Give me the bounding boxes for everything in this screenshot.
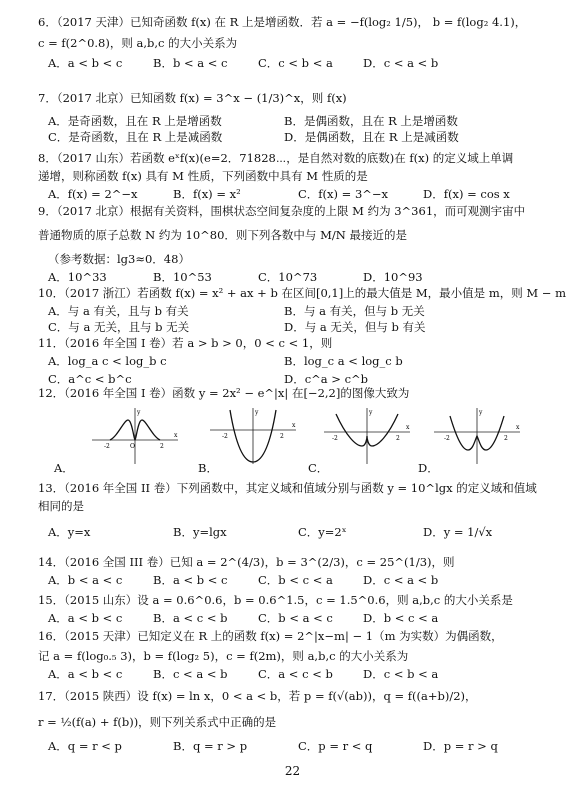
svg-text:2: 2 [504,435,508,442]
question-13-options [38,524,558,540]
option-c[interactable]: C．c < b < a [258,56,333,70]
question-13-stem: 13．（2016 年全国 II 卷）下列函数中，其定义域和值域分别与函数 y = 10^lgx 的定义域和值域 [38,481,537,495]
question-17-options [38,738,558,754]
svg-text:2: 2 [396,435,400,442]
question-9-reference: （参考数据：lg3≈0．48） [48,252,190,266]
option-c[interactable]: C．与 a 无关，且与 b 无关 [48,320,190,334]
option-a[interactable]: A．a < b < c [48,56,123,70]
question-14 [38,554,558,588]
option-d[interactable]: D．10^93 [363,270,423,284]
svg-text:y: y [479,409,483,416]
option-b[interactable]: B．log_c a < log_c b [284,354,403,368]
question-9-options [38,269,558,285]
question-10-options-row2 [38,319,558,335]
graph-a [90,406,180,466]
option-b[interactable]: B．y=lgx [173,525,227,539]
question-8-options [38,186,558,202]
question-9-stem: 9．（2017 北京）根据有关资料，围棋状态空间复杂度的上限 M 约为 3^361，而可观测宇宙中 [38,204,526,218]
option-c[interactable]: C．是奇函数，且在 R 上是减函数 [48,130,223,144]
svg-text:y: y [369,409,373,416]
svg-text:x: x [174,432,178,439]
question-12 [38,385,558,401]
option-b[interactable]: B．10^53 [153,270,212,284]
option-a[interactable]: A．10^33 [48,270,107,284]
option-d[interactable]: D．c^a > c^b [284,372,369,386]
svg-text:x: x [406,424,410,431]
svg-text:2: 2 [160,443,164,450]
option-d[interactable]: D．与 a 无关，但与 b 有关 [284,320,426,334]
option-c[interactable]: C．f(x) = 3^−x [298,187,389,201]
option-c[interactable]: C．10^73 [258,270,318,284]
option-a[interactable]: A．y=x [48,525,91,539]
option-c[interactable]: C．b < c < a [258,573,333,587]
option-b[interactable]: B． [198,461,218,475]
option-b[interactable]: B．与 a 有关，但与 b 无关 [284,304,425,318]
option-b[interactable]: B．b < a < c [153,56,228,70]
option-a[interactable]: A．log_a c < log_b c [48,354,167,368]
option-b[interactable]: B．q = r > p [173,739,248,753]
question-17-stem-2: r = ½(f(a) + f(b))，则下列关系式中正确的是 [38,715,277,729]
question-8-stem: 8．（2017 山东）若函数 eˣf(x)(e=2．71828⋯，是自然对数的底数)在 f(x) 的定义域上单调 [38,151,514,165]
option-a[interactable]: A．是奇函数，且在 R 上是增函数 [48,114,222,128]
graph-c [322,406,412,466]
svg-text:-2: -2 [104,443,110,450]
question-8 [38,150,558,202]
option-b[interactable]: B．a < b < c [153,573,228,587]
question-16-stem-2: 记 a = f(log₀.₅ 3)，b = f(log₂ 5)，c = f(2m)，则 a,b,c 的大小关系为 [38,649,409,663]
question-13-stem-2: 相同的是 [38,499,84,513]
option-b[interactable]: B．f(x) = x² [173,187,241,201]
svg-text:O: O [130,443,135,450]
option-a[interactable]: A．a < b < c [48,611,123,625]
option-d[interactable]: D．b < c < a [363,611,439,625]
option-b[interactable]: B．a < c < b [153,611,228,625]
option-a[interactable]: A．q = r < p [48,739,122,753]
question-14-stem: 14．（2016 全国 III 卷）已知 a = 2^(4/3)，b = 3^(2/3)，c = 25^(1/3)，则 [38,555,455,569]
question-7-stem: 7．（2017 北京）已知函数 f(x) = 3^x − (1/3)^x，则 f(x) [38,91,347,105]
question-11-stem: 11．（2016 年全国 I 卷）若 a > b > 0，0 < c < 1，则 [38,336,333,350]
option-a[interactable]: A． [54,461,74,475]
svg-text:y: y [137,409,141,416]
question-9-stem-2: 普通物质的原子总数 N 约为 10^80．则下列各数中与 M/N 最接近的是 [38,228,407,242]
question-10 [38,285,567,335]
question-16 [38,628,558,682]
question-12-graphs [54,406,560,475]
question-10-options-row1 [38,303,558,319]
option-d[interactable]: D．是偶函数，且在 R 上是减函数 [284,130,459,144]
option-d[interactable]: D．p = r > q [423,739,498,753]
question-15-options [38,610,558,626]
option-a[interactable]: A．b < a < c [48,573,123,587]
option-d[interactable]: D．c < b < a [363,667,439,681]
option-c[interactable]: C．a < c < b [258,667,333,681]
question-11 [38,335,558,387]
option-c[interactable]: C．y=2ˣ [298,525,347,539]
question-7-options-row2 [38,129,558,145]
option-a[interactable]: A．a < b < c [48,667,123,681]
option-c[interactable]: C． [308,461,329,475]
question-6-stem: 6．（2017 天津）已知奇函数 f(x) 在 R 上是增函数．若 a = −f(log₂ 1/5)， b = f(log₂ 4.1)， [38,15,527,29]
question-6 [38,14,558,71]
question-17 [38,688,558,754]
option-d[interactable]: D．y = 1/√x [423,525,493,539]
option-c[interactable]: C．a^c < b^c [48,372,132,386]
option-d[interactable]: D．f(x) = cos x [423,187,510,201]
question-16-stem: 16．（2015 天津）已知定义在 R 上的函数 f(x) = 2^|x−m| − 1（m 为实数）为偶函数， [38,629,503,643]
question-17-stem: 17．（2015 陕西）设 f(x) = ln x，0 < a < b，若 p = f(√(ab))，q = f((a+b)/2)， [38,689,477,703]
question-12-stem: 12．（2016 年全国 I 卷）函数 y = 2x² − e^|x| 在[−2,2]的图像大致为 [38,386,410,400]
option-a[interactable]: A．与 a 有关，且与 b 有关 [48,304,189,318]
option-b[interactable]: B．c < a < b [153,667,228,681]
option-d[interactable]: D．c < a < b [363,573,439,587]
page-number: 22 [284,764,301,778]
svg-text:y: y [255,409,259,416]
option-c[interactable]: C．p = r < q [298,739,373,753]
svg-text:-2: -2 [444,435,450,442]
question-10-stem: 10．（2017 浙江）若函数 f(x) = x² + ax + b 在区间[0,1]上的最大值是 M，最小值是 m，则 M − m [38,286,567,300]
svg-text:2: 2 [280,433,284,440]
option-a[interactable]: A．f(x) = 2^−x [48,187,138,201]
question-14-options [38,572,558,588]
question-7 [38,90,558,145]
svg-text:x: x [292,422,296,429]
option-d[interactable]: D．c < a < b [363,56,439,70]
question-13 [38,480,558,540]
svg-text:-2: -2 [332,435,338,442]
question-6-stem-2: c = f(2^0.8)，则 a,b,c 的大小关系为 [38,36,238,50]
option-c[interactable]: C．b < a < c [258,611,333,625]
graph-d [432,406,522,466]
question-15-stem: 15．（2015 山东）设 a = 0.6^0.6，b = 0.6^1.5，c = 1.5^0.6，则 a,b,c 的大小关系是 [38,593,513,607]
question-7-options-row1 [38,113,558,129]
question-9 [38,203,558,285]
question-16-options [38,666,558,682]
svg-text:x: x [516,424,520,431]
graph-b [208,406,298,466]
svg-text:-2: -2 [222,433,228,440]
option-b[interactable]: B．是偶函数，且在 R 上是增函数 [284,114,458,128]
question-11-options-row1 [38,353,558,369]
option-d[interactable]: D． [418,461,439,475]
question-6-options [38,55,558,71]
question-8-stem-2: 递增，则称函数 f(x) 具有 M 性质，下列函数中具有 M 性质的是 [38,169,368,183]
question-15 [38,592,558,626]
